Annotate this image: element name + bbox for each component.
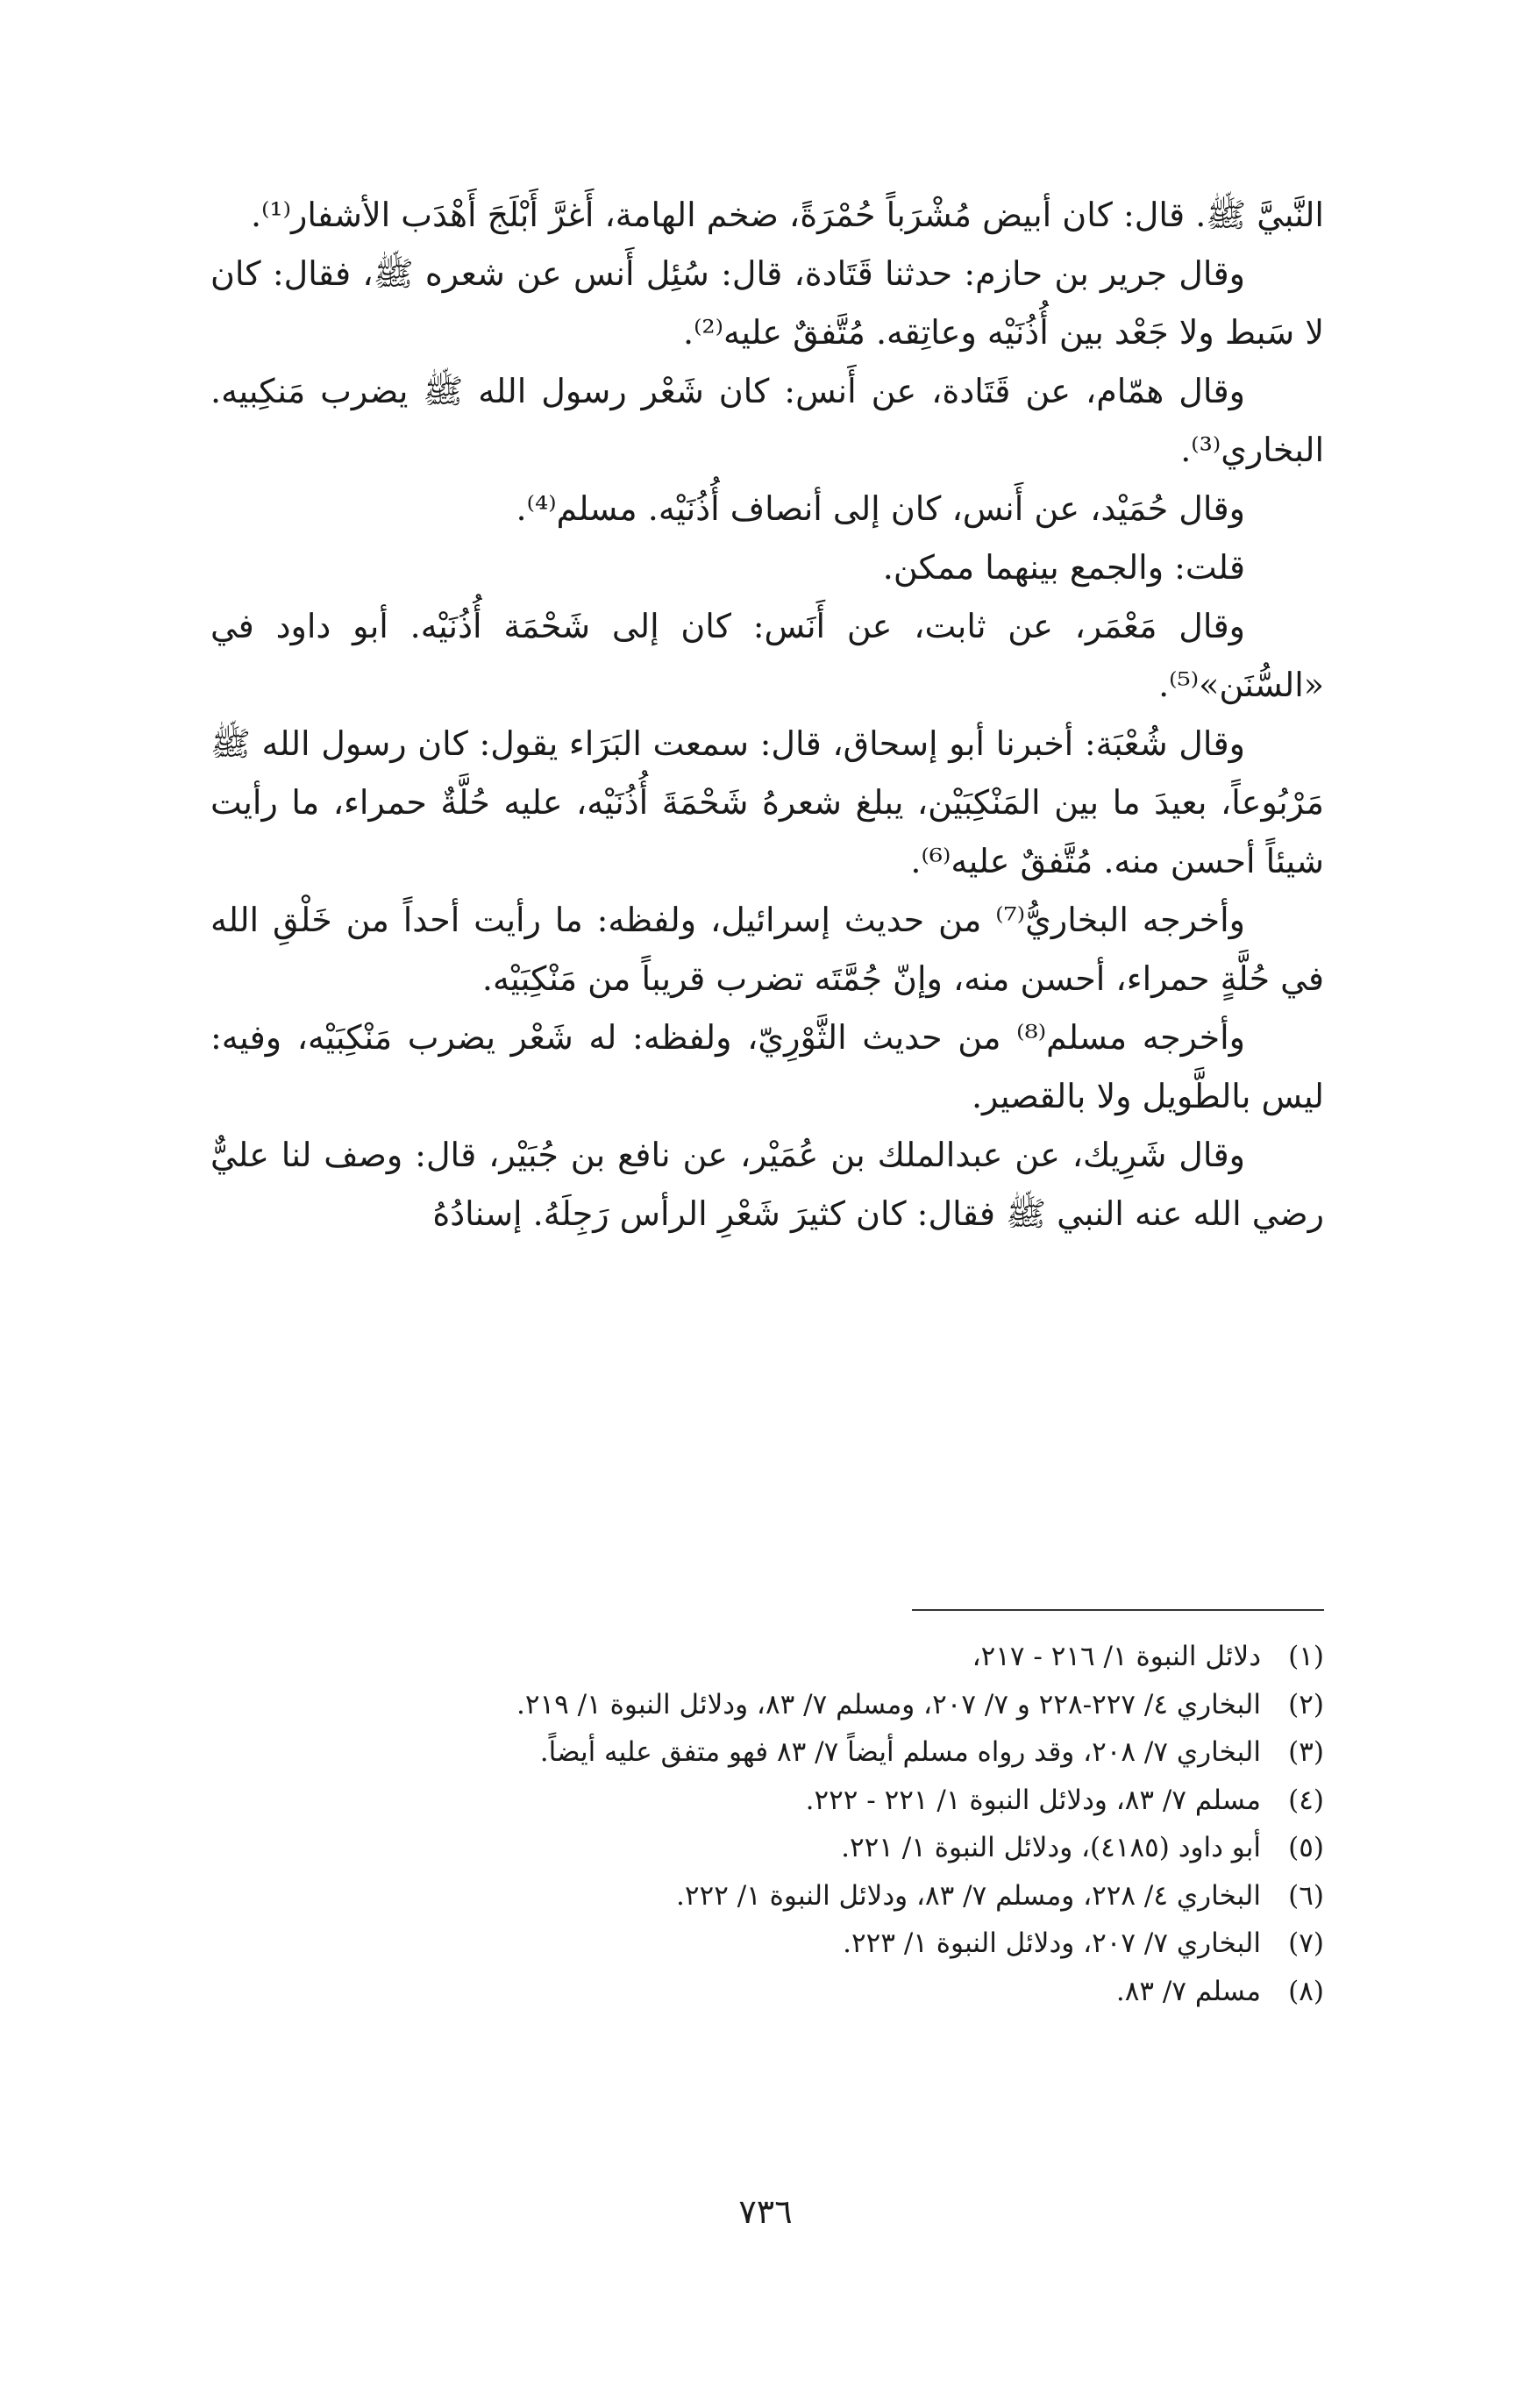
footnote-text: البخاري ٤/ ٢٢٨، ومسلم ٧/ ٨٣، ودلائل النبوة ١/ ٢٢٢. (676, 1879, 1261, 1912)
footnote (210, 1681, 1324, 1729)
footnote-number: (٣) (1288, 1736, 1324, 1768)
footnote (210, 1777, 1324, 1825)
footnote-separator (912, 1609, 1324, 1611)
paragraph: وقال مَعْمَر، عن ثابت، عن أَنَس: كان إلى شَحْمَة أُذُنَيْه. أبو داود في «السُّنَن»⁽⁵⁾. (210, 607, 1324, 704)
footnote-text: أبو داود (٤١٨٥)، ودلائل النبوة ١/ ٢٢١. (841, 1832, 1261, 1863)
footnote-number: (١) (1288, 1641, 1324, 1672)
paragraph: قلت: والجمع بينهما ممكن. (882, 548, 1245, 587)
footnote (210, 1824, 1324, 1872)
paragraph: وقال حُمَيْد، عن أَنس، كان إلى أنصاف أُذُنَيْه. مسلم⁽⁴⁾. (516, 489, 1245, 528)
footnote-number: (٥) (1288, 1832, 1324, 1863)
paragraph: وقال همّام، عن قَتَادة، عن أَنس: كان شَعْر رسول الله ﷺ يضرب مَنكِبيه. البخاري⁽³⁾. (210, 372, 1324, 469)
footnote-text: البخاري ٧/ ٢٠٧، ودلائل النبوة ١/ ٢٢٣. (843, 1927, 1261, 1959)
footnote-number: (٤) (1288, 1784, 1324, 1816)
paragraph: وأخرجه مسلم⁽⁸⁾ من حديث الثَّوْرِيّ، ولفظه: له شَعْر يضرب مَنْكِبَيْه، وفيه: ليس بالطَّويل ولا بالقصير. (210, 1018, 1324, 1115)
footnote (210, 1872, 1324, 1920)
paragraph: وقال شُعْبَة: أخبرنا أبو إسحاق، قال: سمعت البَرَاء يقول: كان رسول الله ﷺ مَرْبُوعاً، بعيدَ ما بين المَنْكِبَيْن، يبلغ شعرهُ شَحْمَةَ أُذُنَيْه، عليه حُلَّةٌ حمراء، ما رأيت شيئاً أحسن منه. مُتَّفقٌ عليه⁽⁶⁾. (210, 724, 1324, 880)
footnote-text: مسلم ٧/ ٨٣، ودلائل النبوة ١/ ٢٢١ - ٢٢٢. (805, 1784, 1261, 1816)
footnote-text: البخاري ٤/ ٢٢٧-٢٢٨ و ٧/ ٢٠٧، ومسلم ٧/ ٨٣، ودلائل النبوة ١/ ٢١٩. (516, 1688, 1261, 1721)
paragraph: وقال جرير بن حازم: حدثنا قَتَادة، قال: سُئِل أَنس عن شعره ﷺ، فقال: كان لا سَبط ولا جَعْد بين أُذُنَيْه وعاتِقه. مُتَّفقٌ عليه⁽²⁾. (210, 254, 1324, 352)
paragraph: وأخرجه البخاريُّ⁽⁷⁾ من حديث إسرائيل، ولفظه: ما رأيت أحداً من خَلْقِ الله في حُلَّةٍ حمراء، أحسن منه، وإنّ جُمَّتَه تضرب قريباً من مَنْكِبَيْه. (210, 901, 1324, 998)
footnote (210, 1728, 1324, 1777)
paragraph: وقال شَرِيك، عن عبدالملك بن عُمَيْر، عن نافع بن جُبَيْر، قال: وصف لنا عليٌّ رضي الله عنه النبي ﷺ فقال: كان كثيرَ شَعْرِ الرأس رَجِلَهُ. إسنادُهُ (210, 1136, 1324, 1233)
page-number: ٧٣٦ (738, 2192, 793, 2231)
main-text (210, 186, 1324, 1243)
footnote-number: (٨) (1288, 1975, 1324, 2007)
footnote-number: (٢) (1288, 1688, 1324, 1721)
footnote-text: مسلم ٧/ ٨٣. (1115, 1975, 1261, 2007)
footnote-text: البخاري ٧/ ٢٠٨، وقد رواه مسلم أيضاً ٧/ ٨٣ فهو متفق عليه أيضاً. (539, 1736, 1261, 1768)
footnote (210, 1920, 1324, 1968)
footnotes (210, 1633, 1324, 2015)
footnote (210, 1633, 1324, 1681)
footnote-number: (٧) (1288, 1927, 1324, 1959)
footnote-number: (٦) (1288, 1879, 1324, 1912)
paragraph: النَّبيَّ ﷺ. قال: كان أبيض مُشْرَباً حُمْرَةً، ضخم الهامة، أَغرَّ أَبْلَجَ أَهْدَب الأشفار⁽¹⁾. (250, 196, 1324, 234)
footnote-text: دلائل النبوة ١/ ٢١٦ - ٢١٧، (972, 1641, 1261, 1672)
footnote (210, 1968, 1324, 2016)
